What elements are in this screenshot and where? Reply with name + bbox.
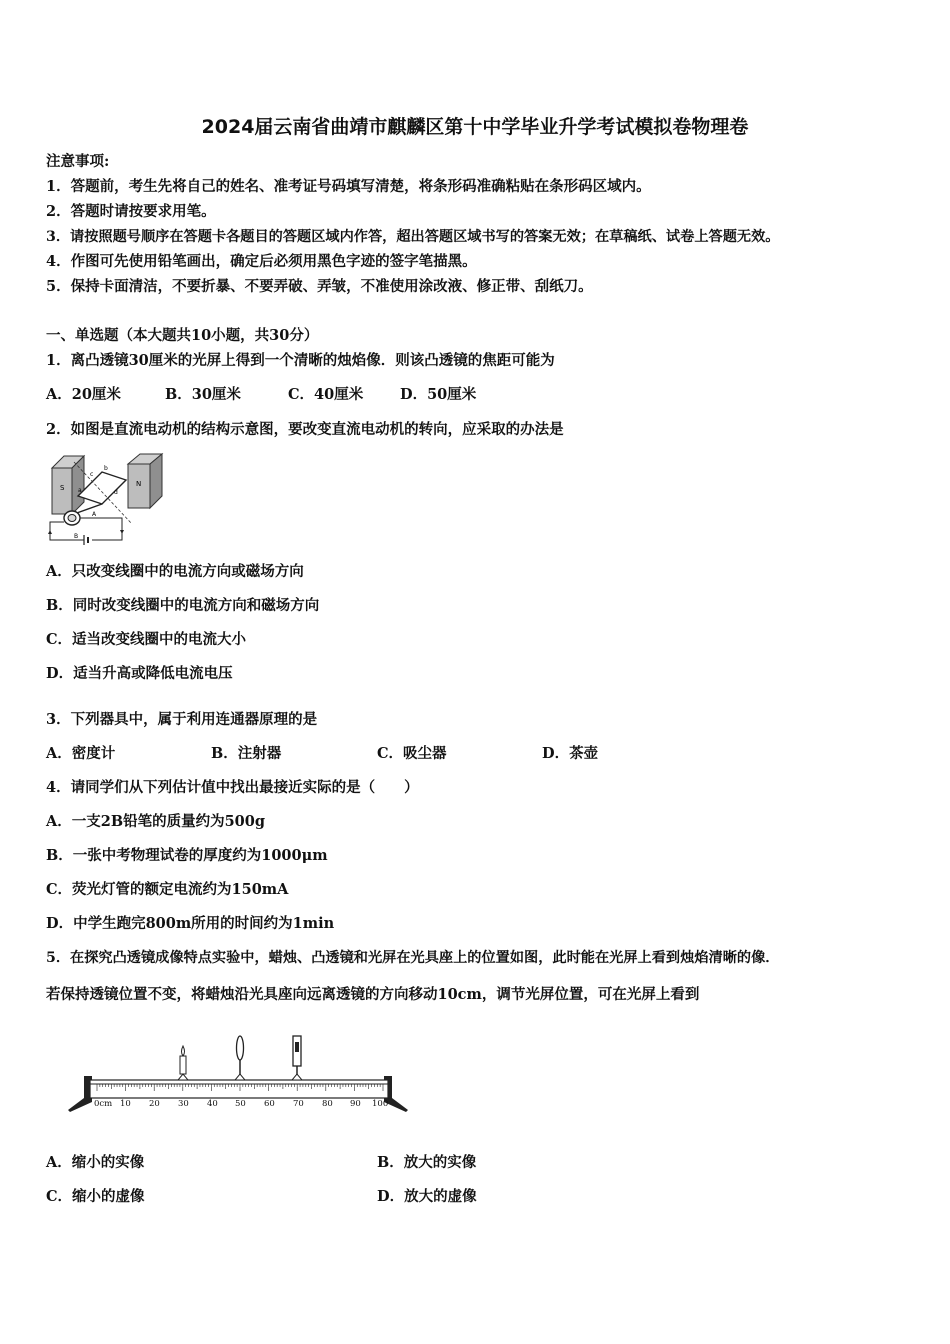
ruler-label: 40 — [207, 1099, 218, 1109]
dc-motor-diagram — [44, 450, 168, 546]
ruler-label: 90 — [350, 1099, 361, 1109]
question-stem: 2．如图是直流电动机的结构示意图，要改变直流电动机的转向，应采取的办法是 — [46, 421, 564, 438]
option-c: C．适当改变线圈中的电流大小 — [46, 631, 247, 648]
notice-heading: 注意事项: — [46, 153, 110, 170]
section-heading: 一、单选题（本大题共10小题，共30分） — [46, 327, 319, 344]
notice-item: 4．作图可先使用铅笔画出，确定后必须用黑色字迹的签字笔描黑。 — [46, 253, 477, 270]
coil-label-d: d — [114, 489, 118, 496]
option-d: D．适当升高或降低电流电压 — [46, 665, 233, 682]
option-c: C．缩小的虚像 — [46, 1188, 145, 1205]
ruler-label: 60 — [264, 1099, 275, 1109]
coil-label-a: a — [78, 487, 82, 494]
option-b: B．一张中考物理试卷的厚度约为1000μm — [46, 847, 328, 864]
notice-item: 3．请按照题号顺序在答题卡各题目的答题区域内作答，超出答题区域书写的答案无效；在草稿纸、试卷上答题无效。 — [46, 229, 780, 245]
notice-item: 2．答题时请按要求用笔。 — [46, 203, 216, 220]
ruler-label: 80 — [322, 1099, 333, 1109]
question-stem: 1．离凸透镜30厘米的光屏上得到一个清晰的烛焰像．则该凸透镜的焦距可能为 — [46, 352, 555, 369]
question-stem: 3．下列器具中，属于利用连通器原理的是 — [46, 711, 318, 728]
ruler-label: 20 — [149, 1099, 160, 1109]
option-d: D．50厘米 — [400, 386, 477, 403]
coil-label-b: b — [104, 465, 108, 472]
ruler-label: 0cm — [94, 1099, 113, 1109]
option-c: C．荧光灯管的额定电流约为150mA — [46, 881, 289, 898]
light-screen — [292, 1036, 302, 1080]
option-d: D．放大的虚像 — [377, 1188, 477, 1205]
option-a: A．只改变线圈中的电流方向或磁场方向 — [46, 563, 304, 580]
question-stem: 5．在探究凸透镜成像特点实验中，蜡烛、凸透镜和光屏在光具座上的位置如图，此时能在光屏上看到烛焰清晰的像． — [46, 950, 780, 966]
ruler-label: 100 — [372, 1099, 389, 1109]
option-d: D．中学生跑完800m所用的时间约为1min — [46, 915, 335, 932]
option-a: A．缩小的实像 — [46, 1154, 145, 1171]
option-b: B．放大的实像 — [377, 1154, 477, 1171]
notice-item: 5．保持卡面清洁，不要折暴、不要弄破、弄皱，不准使用涂改液、修正带、刮纸刀。 — [46, 278, 593, 295]
option-b: B．注射器 — [211, 745, 282, 762]
notice-item: 1．答题前，考生先将自己的姓名、准考证号码填写清楚，将条形码准确粘贴在条形码区域内。 — [46, 178, 651, 195]
exam-title: 2024届云南省曲靖市麒麟区第十中学毕业升学考试模拟卷物理卷 — [201, 116, 749, 138]
question-stem-continued: 若保持透镜位置不变，将蜡烛沿光具座向远离透镜的方向移动10cm，调节光屏位置，可在光屏上看到 — [46, 986, 700, 1003]
question-stem: 4．请同学们从下列估计值中找出最接近实际的是（ ） — [46, 779, 419, 796]
ruler-label: 10 — [120, 1099, 131, 1109]
option-a: A．密度计 — [46, 745, 116, 762]
option-a: A．20厘米 — [46, 386, 121, 403]
brush-label-b: B — [74, 533, 79, 540]
ruler-label: 50 — [235, 1099, 246, 1109]
option-b: B．同时改变线圈中的电流方向和磁场方向 — [46, 597, 320, 614]
ruler-label: 70 — [293, 1099, 304, 1109]
option-a: A．一支2B铅笔的质量约为500g — [46, 813, 266, 830]
option-b: B．30厘米 — [165, 386, 241, 403]
convex-lens — [235, 1036, 245, 1080]
option-c: C．吸尘器 — [377, 745, 447, 762]
optical-bench-diagram — [66, 1030, 416, 1116]
brush-label-a: A — [92, 511, 97, 518]
option-c: C．40厘米 — [288, 386, 364, 403]
magnet-s-label: S — [60, 484, 65, 492]
magnet-n-label: N — [136, 480, 142, 488]
ruler-label: 30 — [178, 1099, 189, 1109]
coil-label-c: c — [90, 471, 94, 478]
candle — [178, 1046, 188, 1080]
option-d: D．茶壶 — [542, 745, 599, 762]
